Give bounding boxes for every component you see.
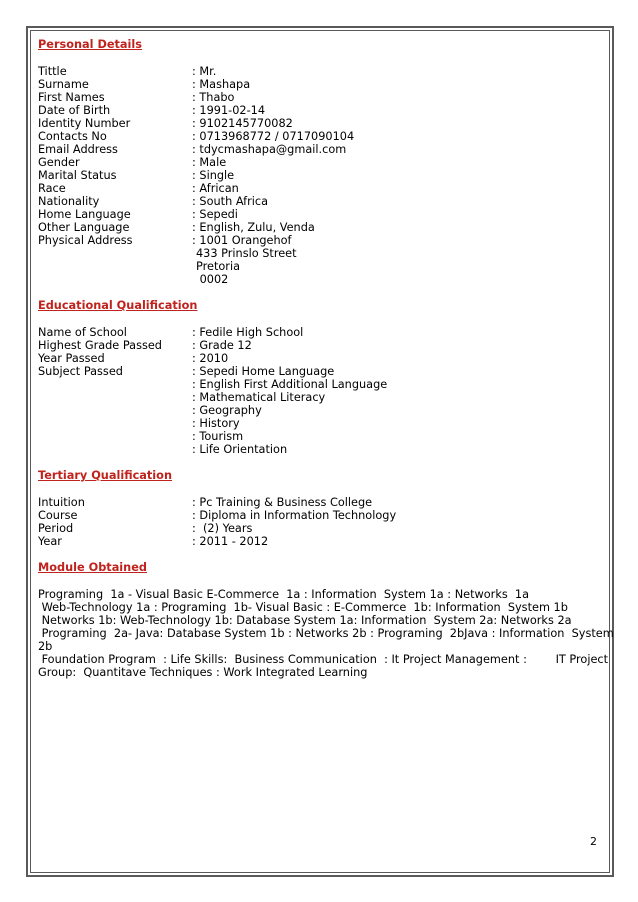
detail-row-contacts [38, 130, 598, 143]
personal-details-rows [38, 65, 598, 286]
detail-label: Name of School [38, 326, 127, 339]
detail-label: Surname [38, 78, 89, 91]
detail-value: : Thabo [192, 91, 235, 104]
education-section [38, 299, 598, 456]
detail-value: : Male [192, 156, 227, 169]
personal-details-heading: Personal Details [38, 38, 142, 51]
subject-line [38, 443, 598, 456]
module-line: Programing 2a- Java: Database System 1b : Networks 2b : Programing 2bJava : Information System [38, 627, 614, 640]
education-row-year [38, 352, 598, 365]
subject-text: : Life Orientation [192, 443, 288, 456]
detail-row-first-names [38, 91, 598, 104]
detail-row-marital-status [38, 169, 598, 182]
subject-text: : Geography [192, 404, 262, 417]
detail-row-home-language [38, 208, 598, 221]
detail-label: Intuition [38, 496, 85, 509]
detail-label: Date of Birth [38, 104, 111, 117]
detail-label: Subject Passed [38, 365, 123, 378]
detail-label: Other Language [38, 221, 130, 234]
address-line-text: 0002 [196, 273, 229, 286]
subject-line [38, 391, 598, 404]
subject-text: : History [192, 417, 240, 430]
page-number: 2 [590, 835, 597, 848]
subject-text: : Tourism [192, 430, 244, 443]
subject-line [38, 378, 598, 391]
detail-label: Year [38, 535, 62, 548]
detail-label: Highest Grade Passed [38, 339, 162, 352]
address-line [38, 260, 598, 273]
detail-label: Contacts No [38, 130, 107, 143]
personal-details-section [38, 38, 598, 286]
detail-label: Gender [38, 156, 80, 169]
detail-value: : English, Zulu, Venda [192, 221, 315, 234]
detail-value: : (2) Years [192, 522, 253, 535]
detail-label: Year Passed [38, 352, 105, 365]
detail-label: Tittle [38, 65, 67, 78]
tertiary-row-year [38, 535, 598, 548]
detail-label: Physical Address [38, 234, 133, 247]
address-line [38, 273, 598, 286]
education-row-subjects [38, 365, 598, 378]
module-line: 2b [38, 640, 53, 653]
detail-value: : Mr. [192, 65, 217, 78]
module-line: Group: Quantitave Techniques : Work Integrated Learning [38, 666, 368, 679]
detail-row-race [38, 182, 598, 195]
detail-value: : Sepedi Home Language [192, 365, 335, 378]
module-line: Foundation Program : Life Skills: Business Communication : It Project Management : IT Project [38, 653, 609, 666]
detail-value: : 0713968772 / 0717090104 [192, 130, 355, 143]
tertiary-section [38, 469, 598, 548]
education-row-school [38, 326, 598, 339]
detail-value: : African [192, 182, 239, 195]
address-line [38, 247, 598, 260]
subject-line [38, 430, 598, 443]
detail-row-title [38, 65, 598, 78]
detail-row-other-language [38, 221, 598, 234]
education-rows [38, 326, 598, 456]
detail-value: : South Africa [192, 195, 269, 208]
address-line-text: 433 Prinslo Street [196, 247, 297, 260]
detail-value: : 2011 - 2012 [192, 535, 269, 548]
detail-label: Course [38, 509, 78, 522]
detail-value: : 1001 Orangehof [192, 234, 292, 247]
tertiary-rows [38, 496, 598, 548]
detail-value: : tdycmashapa@gmail.com [192, 143, 347, 156]
detail-value: : 1991-02-14 [192, 104, 266, 117]
detail-value: : Grade 12 [192, 339, 252, 352]
detail-row-dob [38, 104, 598, 117]
modules-text [38, 588, 614, 679]
detail-row-id-number [38, 117, 598, 130]
subject-text: : Mathematical Literacy [192, 391, 326, 404]
detail-label: Marital Status [38, 169, 117, 182]
detail-row-email [38, 143, 598, 156]
detail-row-physical-address [38, 234, 598, 247]
address-line-text: Pretoria [196, 260, 241, 273]
subject-line [38, 404, 598, 417]
detail-row-nationality [38, 195, 598, 208]
module-line: Programing 1a - Visual Basic E-Commerce 1a : Information System 1a : Networks 1a [38, 588, 530, 601]
detail-value: : Sepedi [192, 208, 238, 221]
detail-label: Nationality [38, 195, 100, 208]
subject-line [38, 417, 598, 430]
detail-row-surname [38, 78, 598, 91]
detail-value: : Pc Training & Business College [192, 496, 373, 509]
education-heading: Educational Qualification [38, 299, 198, 312]
education-row-grade [38, 339, 598, 352]
tertiary-row-period [38, 522, 598, 535]
module-line: Networks 1b: Web-Technology 1b: Database System 1a: Information System 2a: Networks 2a [38, 614, 572, 627]
tertiary-row-course [38, 509, 598, 522]
detail-value: : 9102145770082 [192, 117, 293, 130]
tertiary-heading: Tertiary Qualification [38, 469, 172, 482]
detail-value: : Mashapa [192, 78, 251, 91]
subject-text: : English First Additional Language [192, 378, 388, 391]
detail-label: Identity Number [38, 117, 131, 130]
detail-row-gender [38, 156, 598, 169]
detail-label: Email Address [38, 143, 118, 156]
detail-value: : Fedile High School [192, 326, 304, 339]
detail-label: Period [38, 522, 74, 535]
detail-value: : 2010 [192, 352, 229, 365]
modules-heading: Module Obtained [38, 561, 147, 574]
detail-label: Home Language [38, 208, 131, 221]
module-line: Web-Technology 1a : Programing 1b- Visual Basic : E-Commerce 1b: Information System 1b [38, 601, 568, 614]
cv-content [38, 38, 614, 679]
detail-label: First Names [38, 91, 105, 104]
detail-value: : Single [192, 169, 235, 182]
tertiary-row-institution [38, 496, 598, 509]
modules-section [38, 561, 614, 679]
detail-label: Race [38, 182, 66, 195]
detail-value: : Diploma in Information Technology [192, 509, 397, 522]
